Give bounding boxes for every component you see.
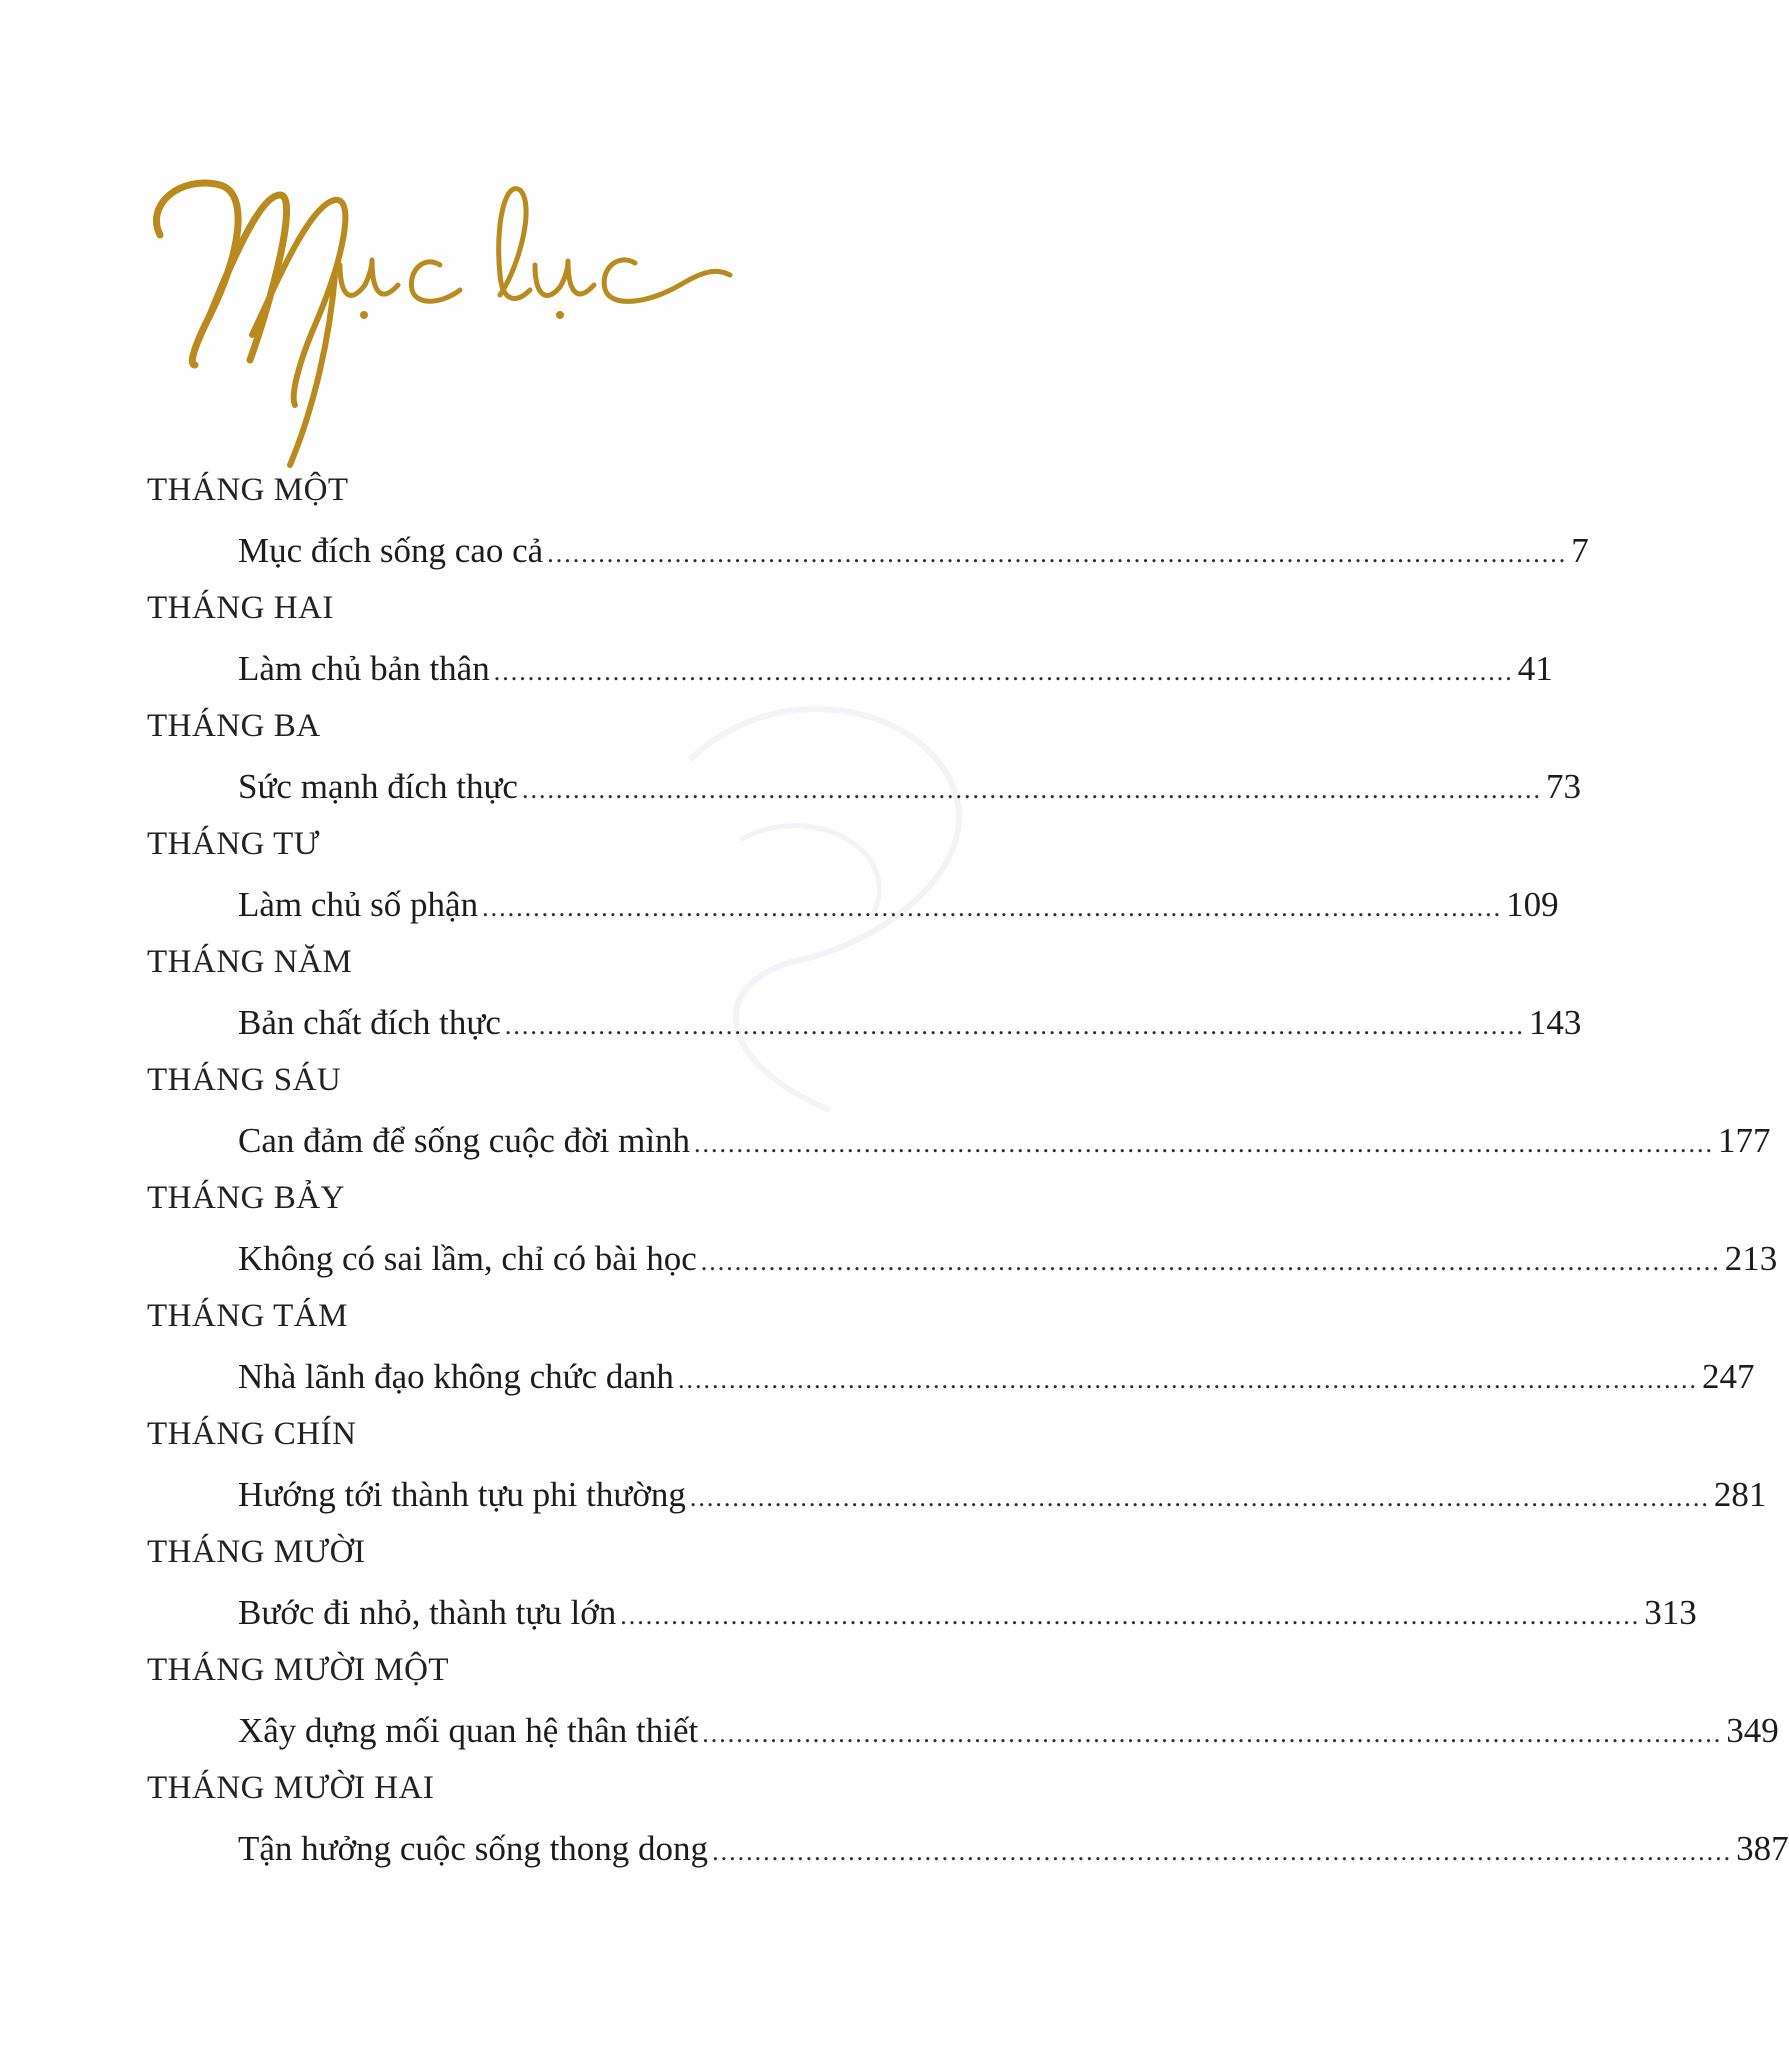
- toc-entry: [0, 1296, 1755, 1414]
- toc-dot-leader: ........................................................................................................................: [521, 775, 1542, 804]
- toc-page-number: 41: [1517, 649, 1553, 688]
- toc-entry: [0, 588, 1553, 706]
- toc-dot-leader: ........................................................................................................................: [694, 1129, 1715, 1158]
- toc-page-number: 313: [1644, 1593, 1697, 1632]
- toc-entry: [0, 1178, 1778, 1296]
- toc-dot-leader: ........................................................................................................................: [702, 1719, 1723, 1748]
- toc-dot-leader: ........................................................................................................................: [712, 1837, 1733, 1866]
- toc-chapter-row: [238, 1708, 1779, 1756]
- toc-chapter-title: Nhà lãnh đạo không chức danh: [238, 1357, 674, 1396]
- toc-chapter-title: Làm chủ bản thân: [238, 649, 490, 688]
- toc-month-heading: THÁNG BẢY: [147, 1180, 345, 1216]
- toc-chapter-row: [238, 1118, 1771, 1166]
- toc-chapter-row: [238, 1354, 1755, 1402]
- toc-dot-leader: ........................................................................................................................: [482, 893, 1503, 922]
- toc-entry: [0, 1650, 1779, 1768]
- toc-month-heading: THÁNG MƯỜI: [147, 1534, 366, 1570]
- toc-dot-leader: ........................................................................................................................: [504, 1011, 1525, 1040]
- toc-chapter-row: [238, 1236, 1778, 1284]
- toc-chapter-row: [238, 764, 1581, 812]
- toc-dot-leader: ........................................................................................................................: [620, 1601, 1641, 1630]
- toc-month-heading: THÁNG TÁM: [147, 1298, 348, 1334]
- toc-dot-leader: ........................................................................................................................: [677, 1365, 1698, 1394]
- toc-chapter-row: [238, 528, 1589, 576]
- toc-dot-leader: ........................................................................................................................: [700, 1247, 1721, 1276]
- toc-chapter-row: [238, 646, 1553, 694]
- page-heading: [140, 165, 860, 465]
- toc-month-heading: THÁNG NĂM: [147, 944, 353, 980]
- toc-entry: [0, 1532, 1697, 1650]
- toc-entry: [0, 1414, 1767, 1532]
- toc-chapter-title: Bản chất đích thực: [238, 1003, 501, 1042]
- toc-entry: [0, 1060, 1771, 1178]
- heading-script: [140, 165, 860, 465]
- toc-chapter-row: [238, 1826, 1789, 1874]
- toc-month-heading: THÁNG TƯ: [147, 826, 320, 862]
- toc-chapter-title: Không có sai lầm, chỉ có bài học: [238, 1239, 697, 1278]
- toc-chapter-title: Hướng tới thành tựu phi thường: [238, 1475, 686, 1514]
- toc-month-heading: THÁNG MƯỜI MỘT: [147, 1652, 450, 1688]
- toc-entry: [0, 942, 1582, 1060]
- toc-page-number: 177: [1718, 1121, 1771, 1160]
- toc-month-heading: THÁNG MỘT: [147, 472, 349, 508]
- toc-page-number: 281: [1713, 1475, 1767, 1514]
- toc-month-heading: THÁNG BA: [147, 708, 321, 744]
- toc-chapter-row: [238, 1590, 1697, 1638]
- toc-chapter-title: Bước đi nhỏ, thành tựu lớn: [238, 1593, 617, 1632]
- toc-entry: [0, 824, 1559, 942]
- table-of-contents: [0, 470, 1789, 1886]
- toc-month-heading: THÁNG SÁU: [147, 1062, 342, 1098]
- toc-month-heading: THÁNG HAI: [147, 590, 334, 626]
- toc-entry: [0, 1768, 1789, 1886]
- toc-page-number: 387: [1736, 1829, 1789, 1868]
- toc-chapter-title: Xây dựng mối quan hệ thân thiết: [238, 1711, 699, 1750]
- toc-chapter-title: Tận hưởng cuộc sống thong dong: [238, 1829, 709, 1868]
- toc-page-number: 7: [1571, 531, 1589, 570]
- toc-chapter-title: Can đảm để sống cuộc đời mình: [238, 1121, 691, 1160]
- toc-entry: [0, 706, 1581, 824]
- toc-chapter-row: [238, 882, 1559, 930]
- toc-dot-leader: ........................................................................................................................: [493, 657, 1514, 686]
- toc-page-number: 143: [1528, 1003, 1582, 1042]
- toc-entry: [0, 470, 1589, 588]
- toc-month-heading: THÁNG CHÍN: [147, 1416, 357, 1452]
- toc-page-number: 247: [1701, 1357, 1755, 1396]
- toc-month-heading: THÁNG MƯỜI HAI: [147, 1770, 435, 1806]
- toc-chapter-title: Sức mạnh đích thực: [238, 767, 518, 806]
- toc-dot-leader: ........................................................................................................................: [689, 1483, 1710, 1512]
- toc-page-number: 349: [1726, 1711, 1779, 1750]
- toc-page-number: 109: [1506, 885, 1559, 924]
- toc-page-number: 213: [1724, 1239, 1778, 1278]
- toc-chapter-row: [238, 1472, 1767, 1520]
- toc-page-number: 73: [1545, 767, 1581, 806]
- toc-chapter-row: [238, 1000, 1582, 1048]
- toc-dot-leader: ........................................................................................................................: [547, 539, 1568, 568]
- toc-chapter-title: Mục đích sống cao cả: [238, 531, 544, 570]
- toc-chapter-title: Làm chủ số phận: [238, 885, 479, 924]
